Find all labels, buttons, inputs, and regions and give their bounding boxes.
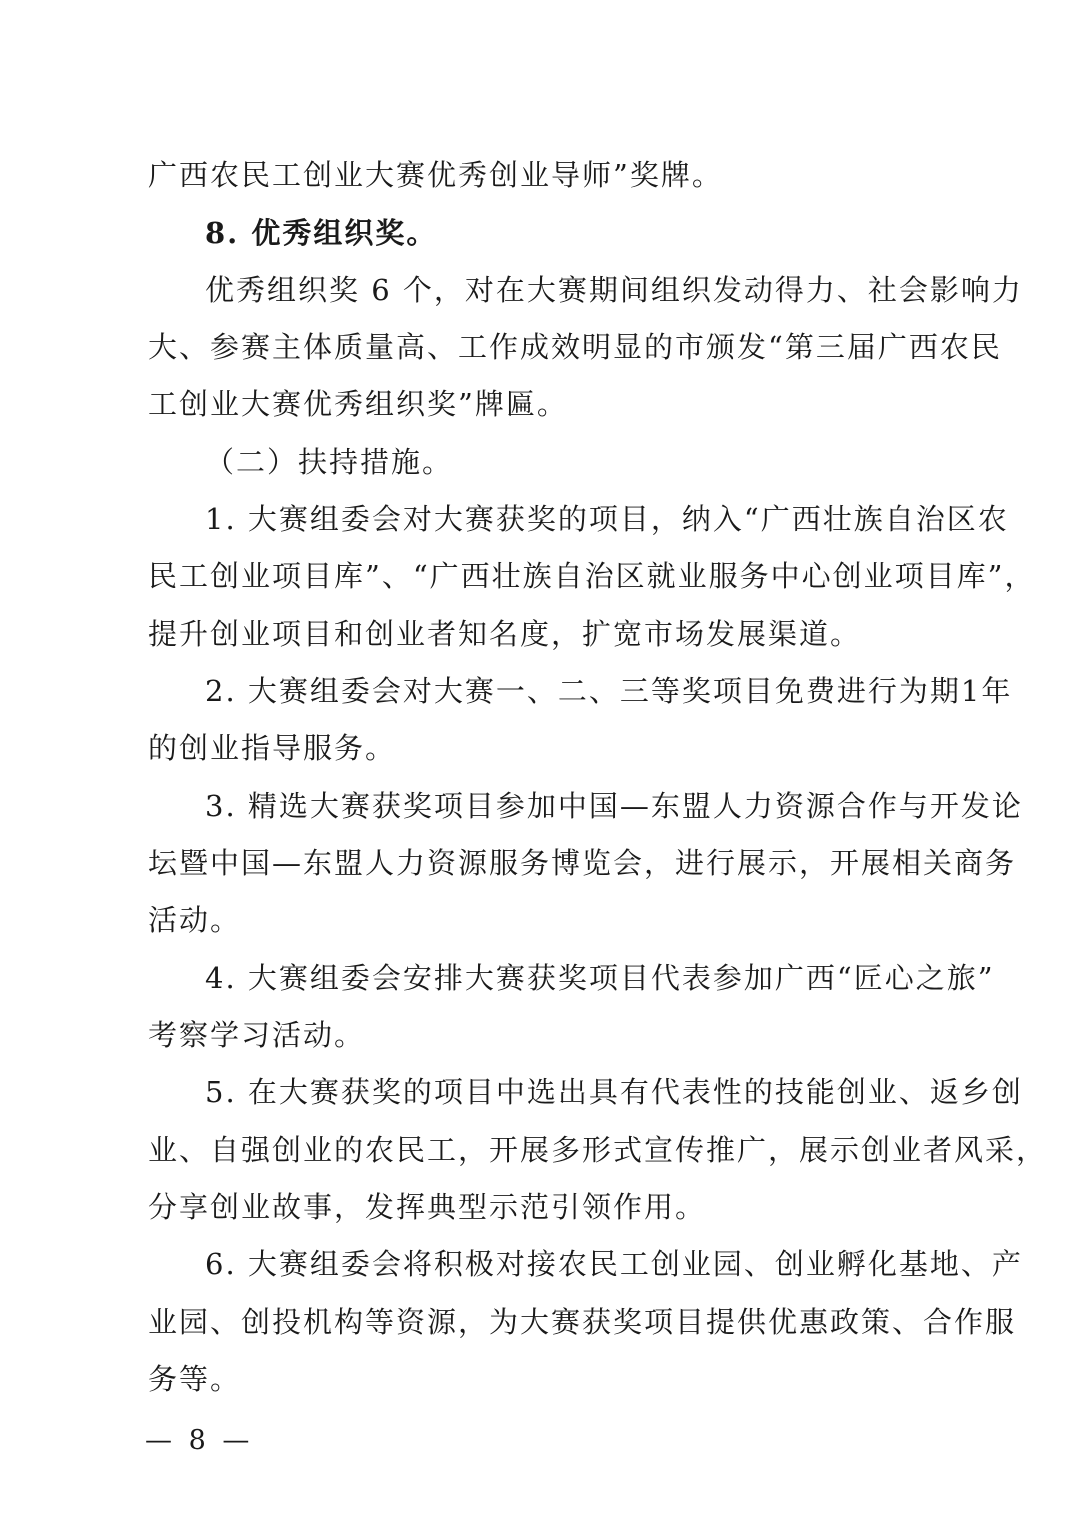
text-line: 民工创业项目库”、“广西壮族自治区就业服务中心创业项目库”， (148, 559, 1036, 593)
text-line: 工创业大赛优秀组织奖”牌匾。 (148, 387, 568, 421)
text-line: 业、自强创业的农民工，开展多形式宣传推广，展示创业者风采， (148, 1133, 1048, 1167)
text-line: 6. 大赛组委会将积极对接农民工创业园、创业孵化基地、产 (205, 1247, 1023, 1281)
text-line: 2. 大赛组委会对大赛一、二、三等奖项目免费进行为期1年 (205, 674, 1013, 708)
subsection-heading: （二）扶持措施。 (205, 445, 454, 479)
text-line: 1. 大赛组委会对大赛获奖的项目，纳入“广西壮族自治区农 (205, 502, 1009, 536)
text-line: 考察学习活动。 (148, 1018, 366, 1052)
text-line: 分享创业故事，发挥典型示范引领作用。 (148, 1190, 707, 1224)
text-line: 4. 大赛组委会安排大赛获奖项目代表参加广西“匠心之旅” (205, 961, 995, 995)
text-line: 务等。 (148, 1362, 242, 1396)
section-heading: 8. 优秀组织奖。 (205, 216, 438, 250)
text-line: 3. 精选大赛获奖项目参加中国—东盟人力资源合作与开发论 (205, 789, 1023, 823)
text-line: 大、参赛主体质量高、工作成效明显的市颁发“第三届广西农民 (148, 330, 1002, 364)
text-line: 优秀组织奖 6 个，对在大赛期间组织发动得力、社会影响力 (205, 273, 1023, 307)
page-number: — 8 — (145, 1425, 254, 1456)
text-line: 业园、创投机构等资源，为大赛获奖项目提供优惠政策、合作服 (148, 1305, 1017, 1339)
text-line: 5. 在大赛获奖的项目中选出具有代表性的技能创业、返乡创 (205, 1075, 1023, 1109)
text-line: 活动。 (148, 903, 242, 937)
text-line: 广西农民工创业大赛优秀创业导师”奖牌。 (148, 158, 723, 192)
text-line: 提升创业项目和创业者知名度，扩宽市场发展渠道。 (148, 617, 862, 651)
text-line: 的创业指导服务。 (148, 731, 397, 765)
text-line: 坛暨中国—东盟人力资源服务博览会，进行展示，开展相关商务 (148, 846, 1017, 880)
